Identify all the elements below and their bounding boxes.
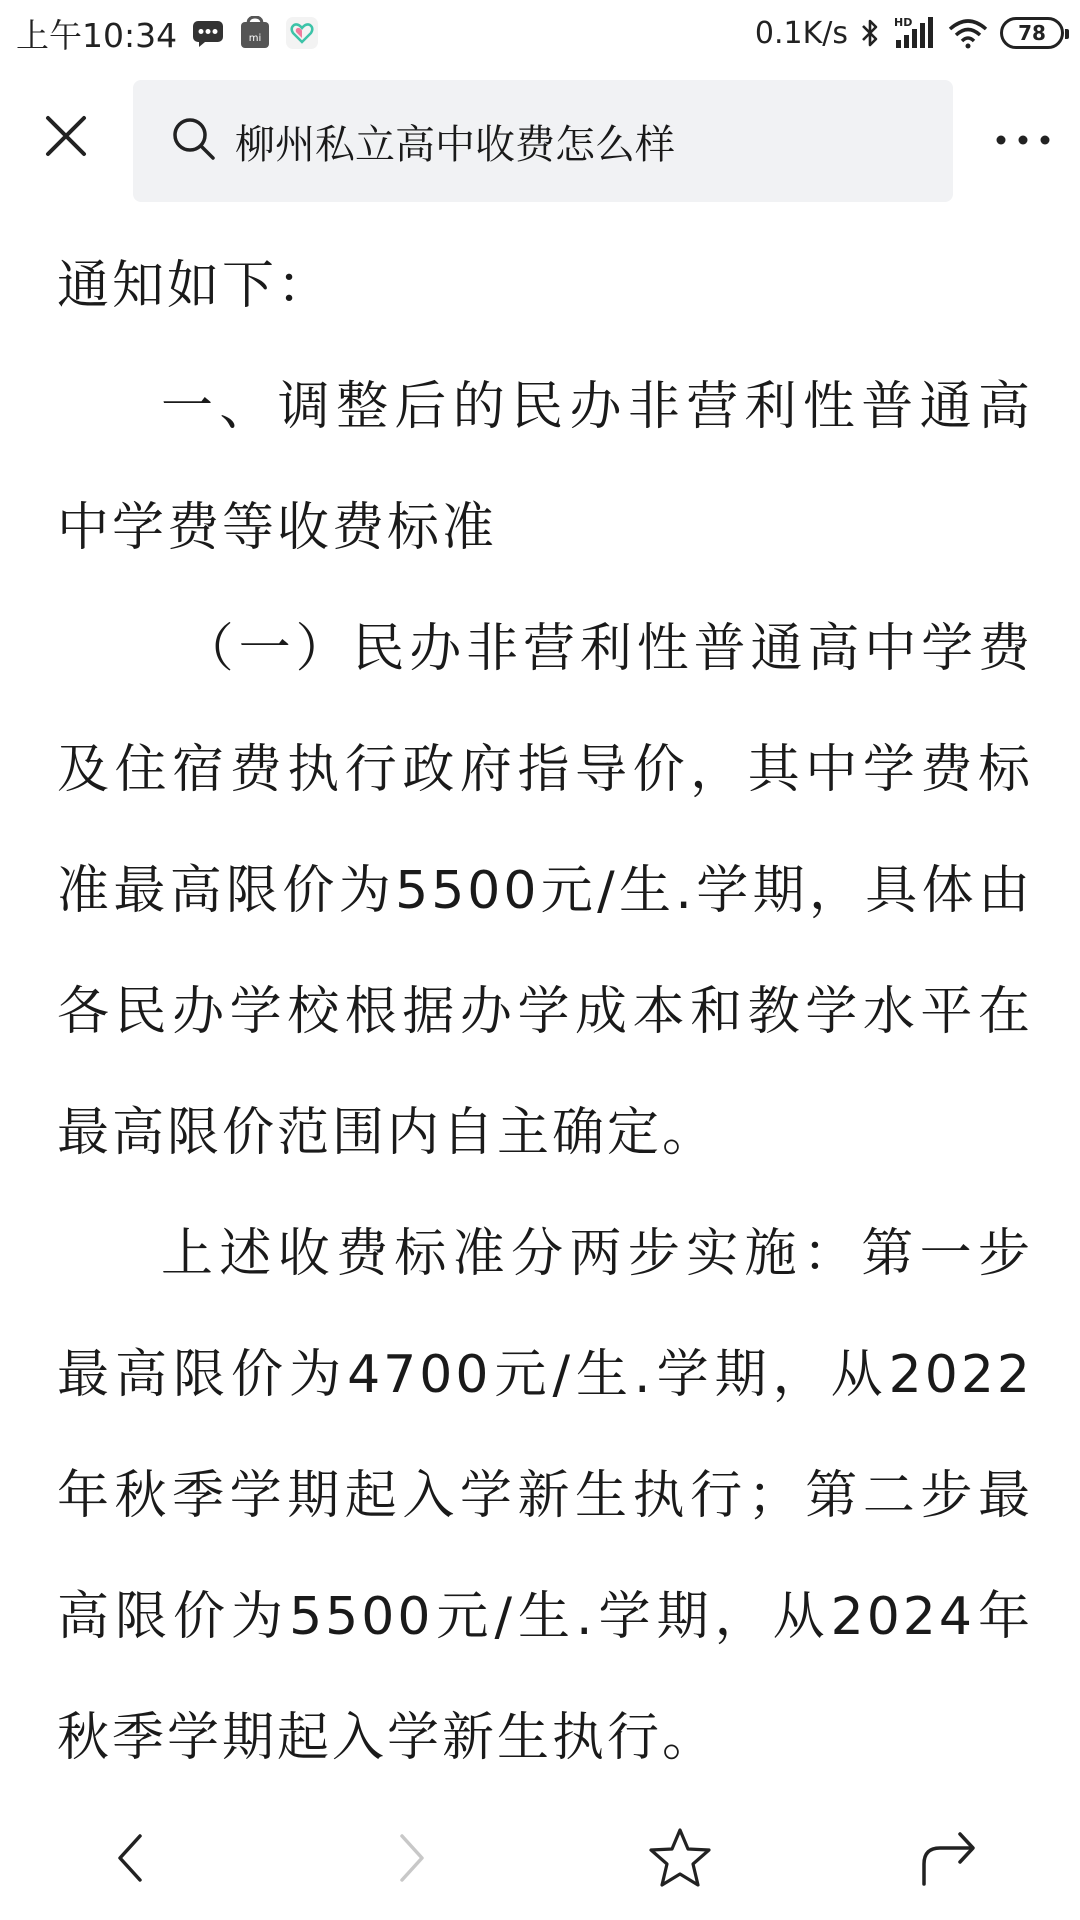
mi-store-icon	[239, 16, 271, 50]
status-bar	[0, 0, 1080, 66]
favorite-button[interactable]	[640, 1820, 720, 1900]
article-body	[57, 226, 1033, 1799]
more-button[interactable]	[978, 108, 1068, 172]
search-icon	[171, 116, 217, 166]
paragraph-section-title: 一、调整后的民办非营利性普通高中学费等收费标准	[57, 377, 1033, 558]
status-right	[755, 16, 1080, 51]
paragraph-intro: 通知如下：	[57, 256, 333, 316]
more-icon	[995, 131, 1051, 150]
forward-button[interactable]	[370, 1820, 450, 1900]
bluetooth-icon	[860, 17, 880, 49]
share-icon	[918, 1828, 978, 1892]
close-button[interactable]	[34, 106, 98, 170]
status-time: 上午10:34	[16, 15, 178, 55]
forward-icon	[390, 1830, 430, 1890]
paragraph-implementation: 上述收费标准分两步实施：第一步最高限价为4700元/生.学期，从2022年秋季学期起入学新生执行；第二步最高限价为5500元/生.学期，从2024年秋季学期起入学新生执行。	[57, 1224, 1033, 1768]
favorite-icon	[647, 1827, 713, 1893]
heart-app-icon	[285, 16, 319, 50]
top-bar	[0, 78, 1080, 203]
net-speed: 0.1K/s	[754, 15, 848, 51]
paragraph-tuition-standard: （一）民办非营利性普通高中学费及住宿费执行政府指导价，其中学费标准最高限价为5500元/生.学期，具体由各民办学校根据办学成本和教学水平在最高限价范围内自主确定。	[57, 619, 1033, 1163]
close-icon	[45, 115, 87, 161]
status-left	[0, 10, 319, 57]
back-button[interactable]	[92, 1820, 172, 1900]
signal-icon	[892, 16, 936, 50]
chat-icon	[191, 18, 225, 48]
share-button[interactable]	[908, 1820, 988, 1900]
battery-icon	[1000, 17, 1064, 49]
wifi-icon	[948, 17, 988, 49]
back-icon	[112, 1830, 152, 1890]
search-query[interactable]: 柳州私立高中收费怎么样	[235, 121, 675, 168]
network-type-label: HD	[894, 16, 913, 29]
bottom-toolbar	[0, 1800, 1080, 1920]
search-box[interactable]	[133, 80, 953, 202]
svg-text:mi: mi	[248, 33, 262, 44]
battery-level: 78	[1018, 21, 1046, 45]
